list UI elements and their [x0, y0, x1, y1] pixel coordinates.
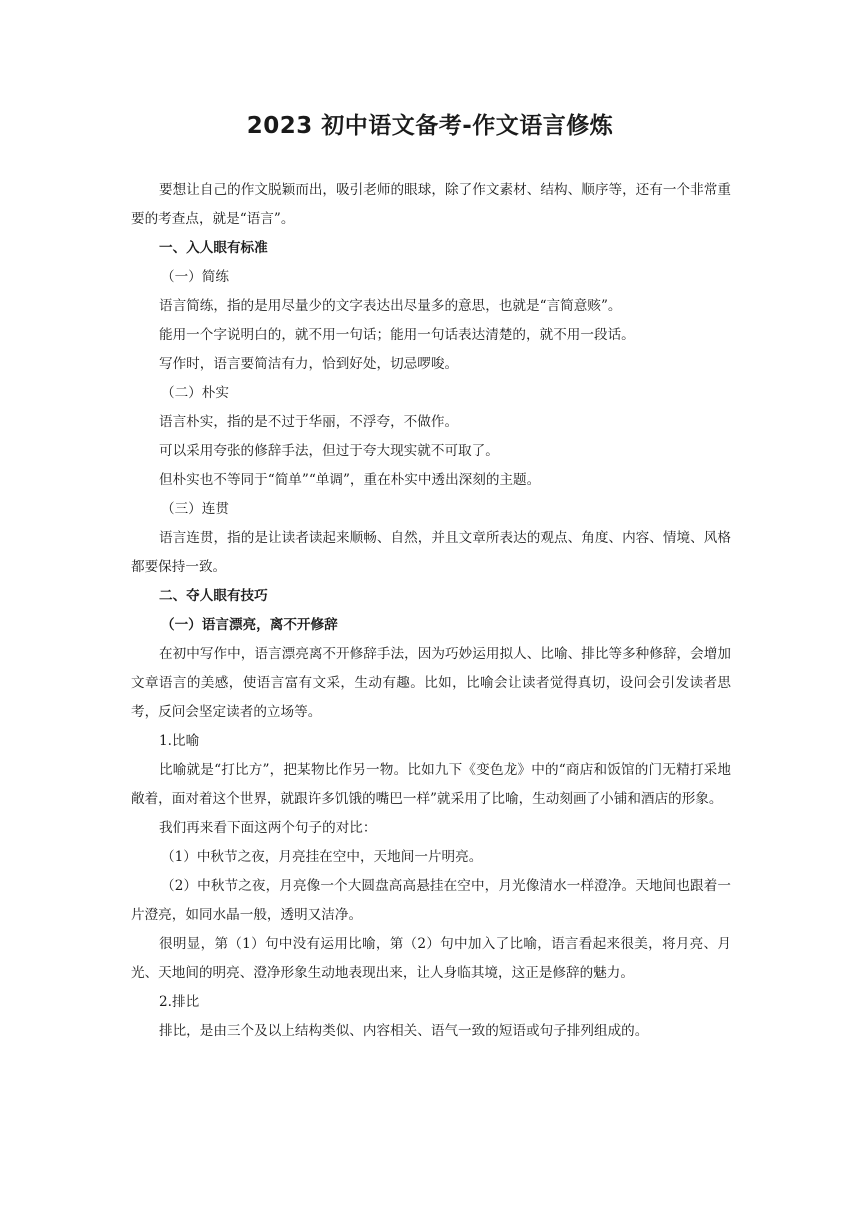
- item1-heading: 1.比喻: [159, 733, 200, 749]
- section2-sub1-paragraph: 在初中写作中，语言漂亮离不开修辞手法，因为巧妙运用拟人、比喻、排比等多种修辞，会增加文章语言的美感，使语言富有文采，生动有趣。比如，比喻会让读者觉得真切，设问会引发读者思考，反问会坚定读者的立场等。: [131, 646, 731, 720]
- section1-sub1-line: 语言简练，指的是用尽量少的文字表达出尽量多的意思，也就是“言简意赅”。: [159, 298, 622, 314]
- section1-sub2-heading: （二）朴实: [161, 385, 229, 401]
- section1-sub1-line: 写作时，语言要简洁有力，恰到好处，切忌啰唆。: [159, 356, 459, 372]
- section2-sub1-heading: （一）语言漂亮，离不开修辞: [161, 617, 338, 633]
- section1-sub2-line: 可以采用夸张的修辞手法，但过于夸大现实就不可取了。: [159, 443, 499, 459]
- section1-sub1-heading: （一）简练: [161, 269, 229, 285]
- document-title: 2023 初中语文备考-作文语言修炼: [246, 113, 614, 139]
- item1-compare-intro: 我们再来看下面这两个句子的对比：: [159, 820, 377, 836]
- section1-sub2-line: 但朴实也不等同于“简单”“单调”，重在朴实中透出深刻的主题。: [159, 472, 541, 488]
- section1-sub3-heading: （三）连贯: [161, 501, 229, 517]
- section1-heading: 一、入人眼有标准: [159, 240, 268, 256]
- item1-paragraph: 比喻就是“打比方”，把某物比作另一物。比如九下《变色龙》中的“商店和饭馆的门无精打采地敞着，面对着这个世界，就跟许多饥饿的嘴巴一样”就采用了比喻，生动刻画了小铺和酒店的形象。: [131, 762, 731, 807]
- item1-conclusion: 很明显，第（1）句中没有运用比喻，第（2）句中加入了比喻，语言看起来很美，将月亮、月光、天地间的明亮、澄净形象生动地表现出来，让人身临其境，这正是修辞的魅力。: [131, 936, 731, 981]
- item2-paragraph: 排比，是由三个及以上结构类似、内容相关、语气一致的短语或句子排列组成的。: [159, 1023, 649, 1039]
- item1-example-2: （2）中秋节之夜，月亮像一个大圆盘高高悬挂在空中，月光像清水一样澄净。天地间也跟着一片澄亮，如同水晶一般，透明又洁净。: [131, 878, 731, 923]
- section2-heading: 二、夺人眼有技巧: [159, 588, 268, 604]
- item2-heading: 2.排比: [159, 994, 200, 1010]
- document-body: [131, 176, 731, 1046]
- section1-sub1-line: 能用一个字说明白的，就不用一句话；能用一句话表达清楚的，就不用一段话。: [159, 327, 635, 343]
- section1-sub3-paragraph: 语言连贯，指的是让读者读起来顺畅、自然，并且文章所表达的观点、角度、内容、情境、风格都要保持一致。: [131, 530, 731, 575]
- intro-paragraph: 要想让自己的作文脱颖而出，吸引老师的眼球，除了作文素材、结构、顺序等，还有一个非常重要的考查点，就是“语言”。: [131, 182, 731, 227]
- item1-example-1: （1）中秋节之夜，月亮挂在空中，天地间一片明亮。: [161, 849, 483, 865]
- section1-sub2-line: 语言朴实，指的是不过于华丽，不浮夸，不做作。: [159, 414, 459, 430]
